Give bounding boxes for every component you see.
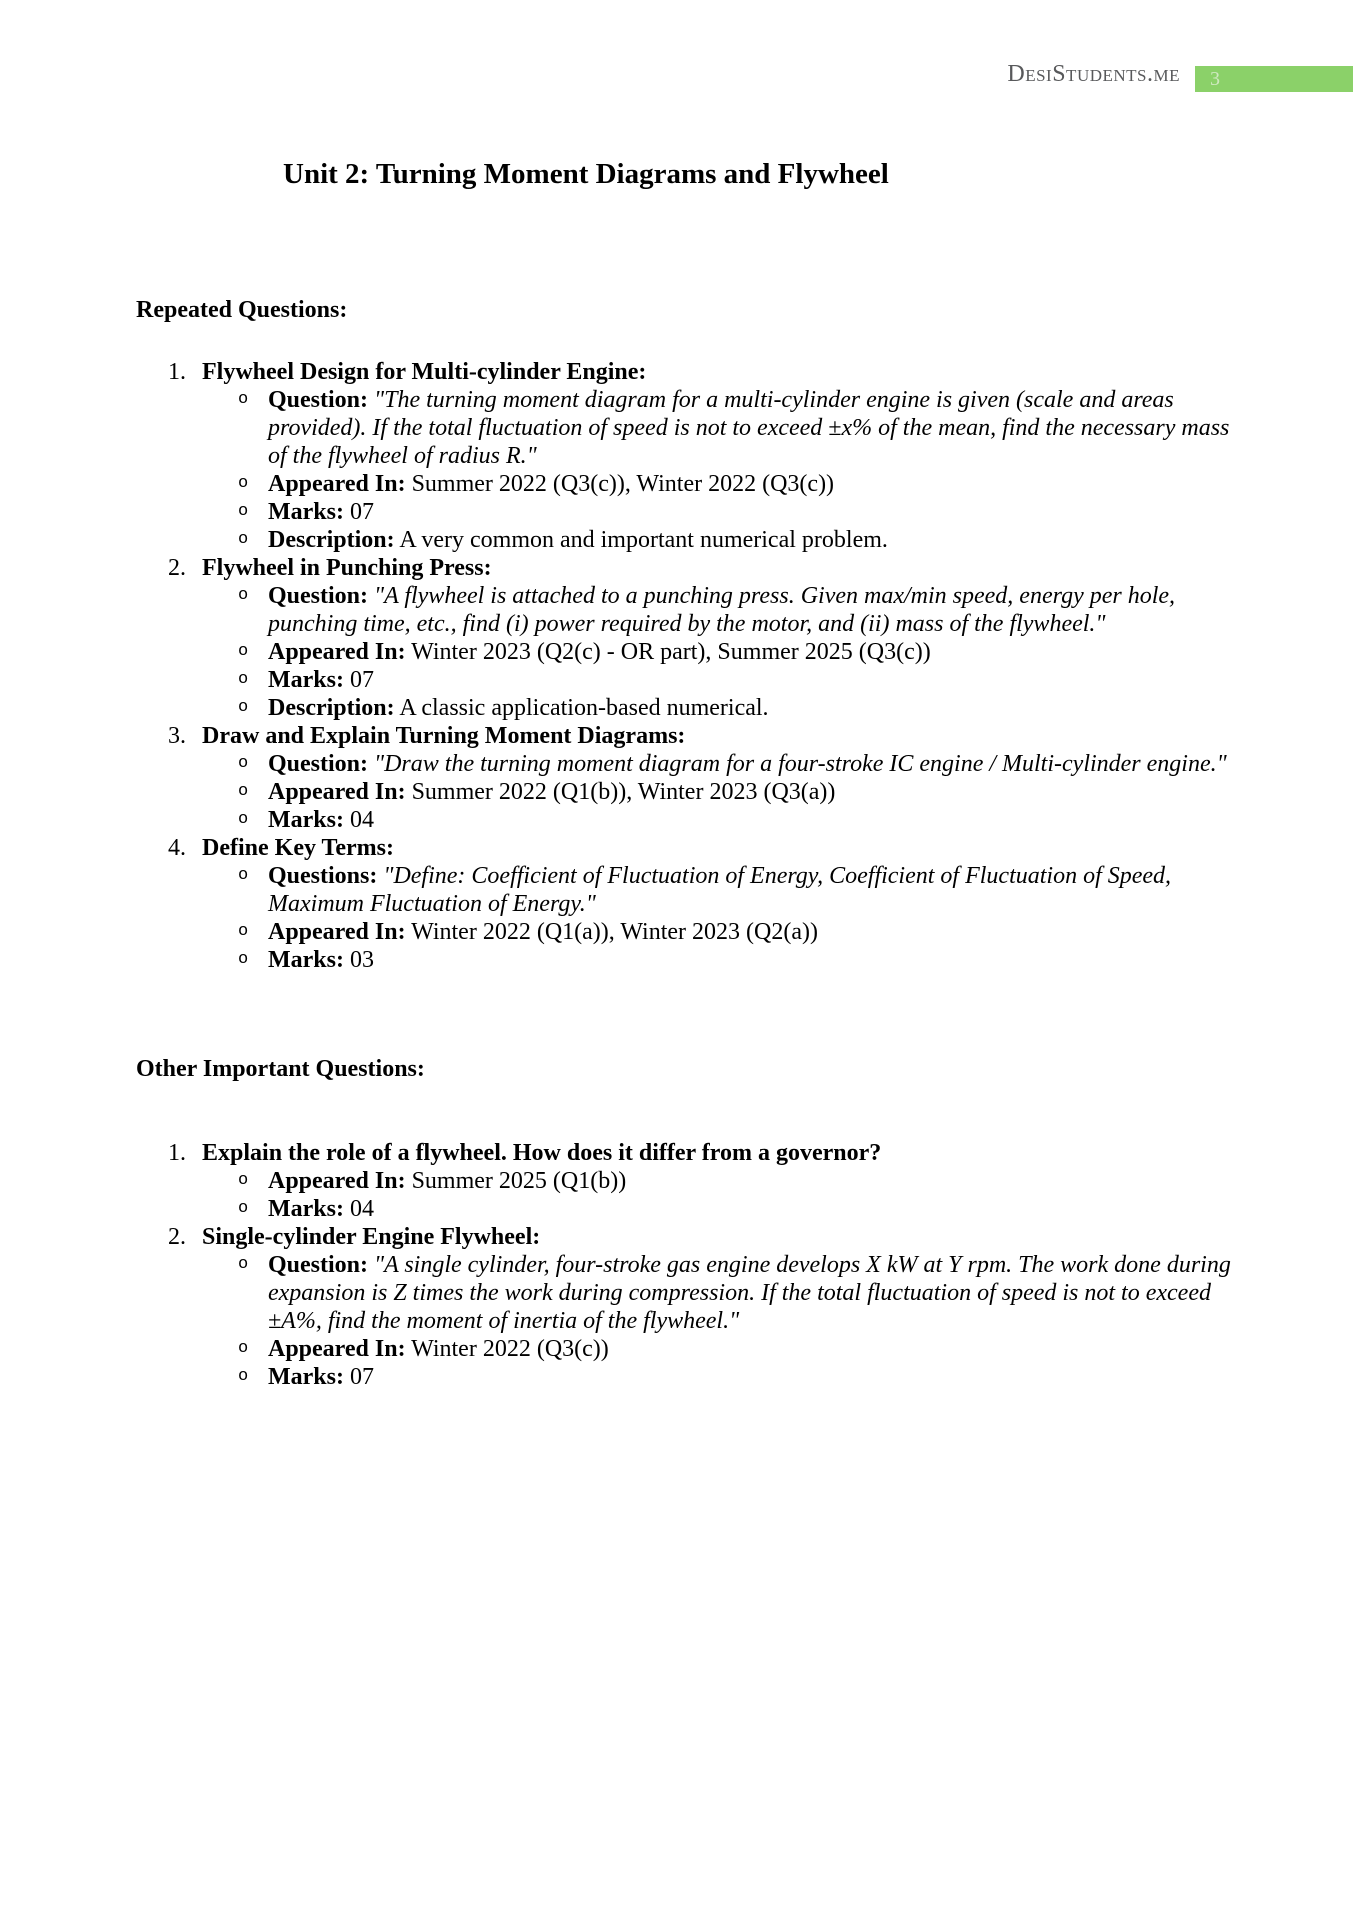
detail-label: Question: (268, 1252, 369, 1278)
detail-text-block (268, 1363, 1240, 1391)
detail-text: 07 (349, 1364, 374, 1390)
detail-label: Description: (268, 695, 395, 721)
detail-line (136, 1251, 1240, 1335)
detail-label: Marks: (268, 667, 344, 693)
item-title-row (136, 1139, 1240, 1167)
detail-text-block (268, 1195, 1240, 1223)
detail-label: Question: (268, 751, 369, 777)
detail-text: Winter 2023 (Q2(c) - OR part), Summer 2025 (Q3(c)) (411, 639, 931, 665)
item-title-row (136, 554, 1240, 582)
item-title-row (136, 722, 1240, 750)
detail-label: Marks: (268, 1196, 344, 1222)
detail-label: Marks: (268, 807, 344, 833)
detail-text-block (268, 946, 1240, 974)
detail-label: Question: (268, 387, 369, 413)
item-title-row (136, 358, 1240, 386)
circle-bullet-icon: o (238, 866, 249, 885)
circle-bullet-icon: o (238, 530, 249, 549)
detail-text-block (268, 806, 1240, 834)
detail-line (136, 918, 1240, 946)
circle-bullet-icon: o (238, 1199, 249, 1218)
circle-bullet-icon: o (238, 782, 249, 801)
detail-line (136, 470, 1240, 498)
item-number: 4. (168, 835, 186, 861)
circle-bullet-icon: o (238, 390, 249, 409)
detail-line (136, 1195, 1240, 1223)
item-title: Explain the role of a flywheel. How does it differ from a governor? (202, 1140, 882, 1166)
page-number: 3 (1210, 68, 1220, 90)
item-title: Single-cylinder Engine Flywheel: (202, 1224, 541, 1250)
detail-line (136, 946, 1240, 974)
detail-text: Winter 2022 (Q1(a)), Winter 2023 (Q2(a)) (411, 919, 818, 945)
detail-text: 04 (349, 1196, 374, 1222)
detail-text-block (268, 582, 1240, 638)
detail-text: A classic application-based numerical. (399, 695, 769, 721)
detail-text: "A single cylinder, four-stroke gas engine develops X kW at Y rpm. The work done during expansion is Z times the work during compression. If the total fluctuation of speed is not to exceed ±A%, find the moment of inertia of the flywheel." (268, 1252, 1231, 1334)
question-item (136, 1223, 1240, 1391)
item-title-row (136, 834, 1240, 862)
section-heading-repeated-questions: Repeated Questions: (136, 297, 348, 323)
detail-text-block (268, 862, 1240, 918)
detail-text: "Draw the turning moment diagram for a four-stroke IC engine / Multi-cylinder engine." (374, 751, 1227, 777)
detail-line (136, 1167, 1240, 1195)
circle-bullet-icon: o (238, 950, 249, 969)
detail-text-block (268, 778, 1240, 806)
detail-text-block (268, 470, 1240, 498)
page-header (0, 56, 1358, 96)
detail-line (136, 778, 1240, 806)
detail-text: 07 (349, 499, 374, 525)
detail-text: Summer 2022 (Q3(c)), Winter 2022 (Q3(c)) (411, 471, 835, 497)
item-number: 3. (168, 723, 186, 749)
section-heading-other-important-questions: Other Important Questions: (136, 1056, 425, 1082)
detail-line (136, 386, 1240, 470)
detail-label: Appeared In: (268, 1168, 406, 1194)
detail-label: Description: (268, 527, 395, 553)
detail-label: Appeared In: (268, 779, 406, 805)
detail-label: Appeared In: (268, 919, 406, 945)
detail-line (136, 862, 1240, 918)
detail-text-block (268, 638, 1240, 666)
detail-text-block (268, 1251, 1240, 1335)
circle-bullet-icon: o (238, 1339, 249, 1358)
circle-bullet-icon: o (238, 1171, 249, 1190)
circle-bullet-icon: o (238, 810, 249, 829)
detail-text-block (268, 526, 1240, 554)
site-name: DesiStudents.me (1007, 61, 1180, 87)
detail-label: Questions: (268, 863, 378, 889)
detail-text: Summer 2025 (Q1(b)) (411, 1168, 627, 1194)
circle-bullet-icon: o (238, 1255, 249, 1274)
question-item (136, 358, 1240, 554)
question-item (136, 722, 1240, 834)
detail-text-block (268, 386, 1240, 470)
circle-bullet-icon: o (238, 474, 249, 493)
detail-text: Summer 2022 (Q1(b)), Winter 2023 (Q3(a)) (411, 779, 836, 805)
circle-bullet-icon: o (238, 642, 249, 661)
detail-label: Marks: (268, 947, 344, 973)
circle-bullet-icon: o (238, 670, 249, 689)
detail-label: Marks: (268, 499, 344, 525)
detail-line (136, 1335, 1240, 1363)
question-item (136, 554, 1240, 722)
detail-line (136, 638, 1240, 666)
circle-bullet-icon: o (238, 754, 249, 773)
detail-text: 03 (349, 947, 374, 973)
doc-title: Unit 2: Turning Moment Diagrams and Flywheel (283, 158, 889, 190)
detail-line (136, 1363, 1240, 1391)
item-number: 1. (168, 1140, 186, 1166)
circle-bullet-icon: o (238, 698, 249, 717)
item-number: 2. (168, 555, 186, 581)
item-title: Define Key Terms: (202, 835, 394, 861)
item-number: 1. (168, 359, 186, 385)
item-title: Flywheel Design for Multi-cylinder Engine: (202, 359, 647, 385)
item-number: 2. (168, 1224, 186, 1250)
detail-text-block (268, 918, 1240, 946)
detail-text-block (268, 694, 1240, 722)
question-item (136, 834, 1240, 974)
detail-line (136, 694, 1240, 722)
detail-text: 07 (349, 667, 374, 693)
detail-text-block (268, 666, 1240, 694)
detail-label: Marks: (268, 1364, 344, 1390)
detail-label: Question: (268, 583, 369, 609)
detail-line (136, 666, 1240, 694)
detail-text: "The turning moment diagram for a multi-cylinder engine is given (scale and areas provided). If the total fluctuation of speed is not to exceed ±x% of the mean, find the necessary mass of the flywheel of radius R." (268, 387, 1230, 469)
detail-text: "Define: Coefficient of Fluctuation of Energy, Coefficient of Fluctuation of Speed, Maximum Fluctuation of Energy." (268, 863, 1172, 917)
detail-text-block (268, 498, 1240, 526)
detail-text: "A flywheel is attached to a punching press. Given max/min speed, energy per hole, punching time, etc., find (i) power required by the motor, and (ii) mass of the flywheel." (268, 583, 1176, 637)
question-item (136, 1139, 1240, 1223)
detail-text: A very common and important numerical problem. (399, 527, 888, 553)
item-title: Flywheel in Punching Press: (202, 555, 492, 581)
detail-line (136, 806, 1240, 834)
page-number-badge (1195, 66, 1353, 92)
circle-bullet-icon: o (238, 922, 249, 941)
detail-line (136, 498, 1240, 526)
detail-label: Appeared In: (268, 639, 406, 665)
detail-label: Appeared In: (268, 471, 406, 497)
circle-bullet-icon: o (238, 1367, 249, 1386)
item-title-row (136, 1223, 1240, 1251)
circle-bullet-icon: o (238, 586, 249, 605)
detail-text: Winter 2022 (Q3(c)) (411, 1336, 609, 1362)
detail-label: Appeared In: (268, 1336, 406, 1362)
circle-bullet-icon: o (238, 502, 249, 521)
item-title: Draw and Explain Turning Moment Diagrams: (202, 723, 686, 749)
detail-text-block (268, 1167, 1240, 1195)
detail-text-block (268, 1335, 1240, 1363)
detail-text: 04 (349, 807, 374, 833)
detail-line (136, 582, 1240, 638)
detail-line (136, 750, 1240, 778)
detail-line (136, 526, 1240, 554)
detail-text-block (268, 750, 1240, 778)
